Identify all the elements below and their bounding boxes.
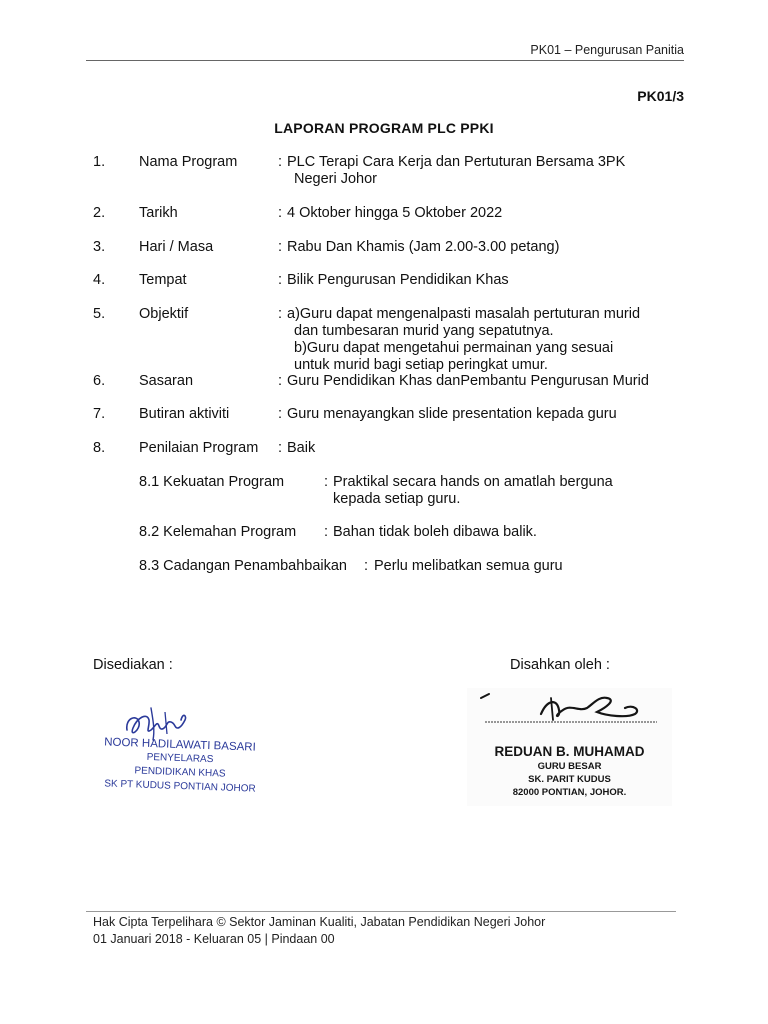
approved-signature-stamp <box>467 688 672 806</box>
prepared-stamp-text: NOOR HADILAWATI BASARI PENYELARAS PENDIDIKAN KHAS SK PT KUDUS PONTIAN JOHOR <box>104 736 256 795</box>
item-label: Penilaian Program <box>139 440 259 456</box>
document-reference: PK01 – Pengurusan Panitia <box>530 43 684 57</box>
item-label: Nama Program <box>139 154 238 170</box>
subitem-label: 8.3 Cadangan Penambahbaikan <box>139 558 347 574</box>
item-number: 2. <box>93 205 106 221</box>
subitem-label: 8.1 Kekuatan Program <box>139 474 285 490</box>
report-title: LAPORAN PROGRAM PLC PPKI <box>274 120 494 136</box>
item-value: Bilik Pengurusan Pendidikan Khas <box>287 272 509 288</box>
item-label: Butiran aktiviti <box>139 406 230 422</box>
item-number: 7. <box>93 406 106 422</box>
item-number: 5. <box>93 306 106 322</box>
item-number: 1. <box>93 154 106 170</box>
subitem-value: Bahan tidak boleh dibawa balik. <box>333 524 537 540</box>
subitem-label: 8.2 Kelemahan Program <box>139 524 297 540</box>
item-value: a)Guru dapat mengenalpasti masalah pertuturan murid dan tumbesaran murid yang sepatutnya. b)Guru dapat mengetahui permainan yang sesuai untuk murid bagi setiap peringkat umur. <box>287 306 641 373</box>
item-value: Baik <box>287 440 316 456</box>
item-number: 8. <box>93 440 106 456</box>
item-value: Rabu Dan Khamis (Jam 2.00-3.00 petang) <box>287 239 560 255</box>
item-label: Sasaran <box>139 373 194 389</box>
prepared-signature-stamp <box>95 690 265 805</box>
item-label: Hari / Masa <box>139 239 214 255</box>
approved-by-label: Disahkan oleh : <box>510 657 610 673</box>
item-label: Tarikh <box>139 205 178 221</box>
approved-stamp-text: REDUAN B. MUHAMAD GURU BESAR SK. PARIT KUDUS 82000 PONTIAN, JOHOR. <box>494 744 645 798</box>
item-value: Guru Pendidikan Khas danPembantu Pengurusan Murid <box>287 373 649 389</box>
form-code: PK01/3 <box>637 88 684 104</box>
document-page: PK01 – Pengurusan Panitia PK01/3 LAPORAN PROGRAM PLC PPKI 1. Nama Program : PLC Terapi Cara Kerja dan Pertuturan Bersama 3PK Negeri Johor 2. Tarikh : 4 Oktober hingga 5 Oktober 2022 3. Hari / Masa : Rabu Dan Khamis (Jam 2.00-3.00 petang) 4. Tempat : Bilik Pengurusan Pendidikan Khas 5. Objektif : a)Guru dapat mengenalpasti masalah pertuturan murid dan tumbesaran murid yang sepatutnya. b)Guru dapat mengetahui permainan yang sesuai untuk murid bagi setiap peringkat umur. 6. Sasaran : Guru Pendidikan Khas danPembantu Pengurusan Murid 7. Butiran aktiviti : Guru menayangkan slide presentation kepada guru 8. Penilaian Program : Baik 8.1 Kekuatan Program : Praktikal secara hands on amatlah berguna kepada setiap guru. 8.2 Kelemahan Program : Bahan tidak boleh dibawa balik. 8.3 Cadangan Penambahbaikan : Perlu melibatkan semua guru Disediakan : Disahkan oleh : NOOR HADILAWATI BASARI PENYELARAS PENDIDIKAN KHAS SK PT KUDUS PONTIAN JOHOR REDUAN B. MUHAMAD GURU BESAR SK. PARIT KUDUS 82000 PONTIAN, JOHOR. Hak Cipta Terpelihara © Sektor Jaminan Kualiti, Jabatan Pendidikan Negeri Johor 01 Januari 2018 - Keluaran 05 | Pindaan 00 <box>0 0 768 1024</box>
subitem-value: Praktikal secara hands on amatlah berguna kepada setiap guru. <box>333 474 613 507</box>
subitem-value: Perlu melibatkan semua guru <box>374 558 563 574</box>
item-value: Guru menayangkan slide presentation kepada guru <box>287 406 617 422</box>
footer-divider <box>86 911 676 912</box>
item-label: Tempat <box>139 272 187 288</box>
item-number: 3. <box>93 239 106 255</box>
header-divider <box>86 60 684 61</box>
item-label: Objektif <box>139 306 189 322</box>
item-value: 4 Oktober hingga 5 Oktober 2022 <box>287 205 503 221</box>
item-value: PLC Terapi Cara Kerja dan Pertuturan Bersama 3PK Negeri Johor <box>287 154 626 187</box>
footer-copyright: Hak Cipta Terpelihara © Sektor Jaminan Kualiti, Jabatan Pendidikan Negeri Johor <box>93 915 546 929</box>
prepared-by-label: Disediakan : <box>93 657 173 673</box>
item-number: 4. <box>93 272 106 288</box>
footer-issue-info: 01 Januari 2018 - Keluaran 05 | Pindaan 00 <box>93 932 335 946</box>
item-number: 6. <box>93 373 106 389</box>
